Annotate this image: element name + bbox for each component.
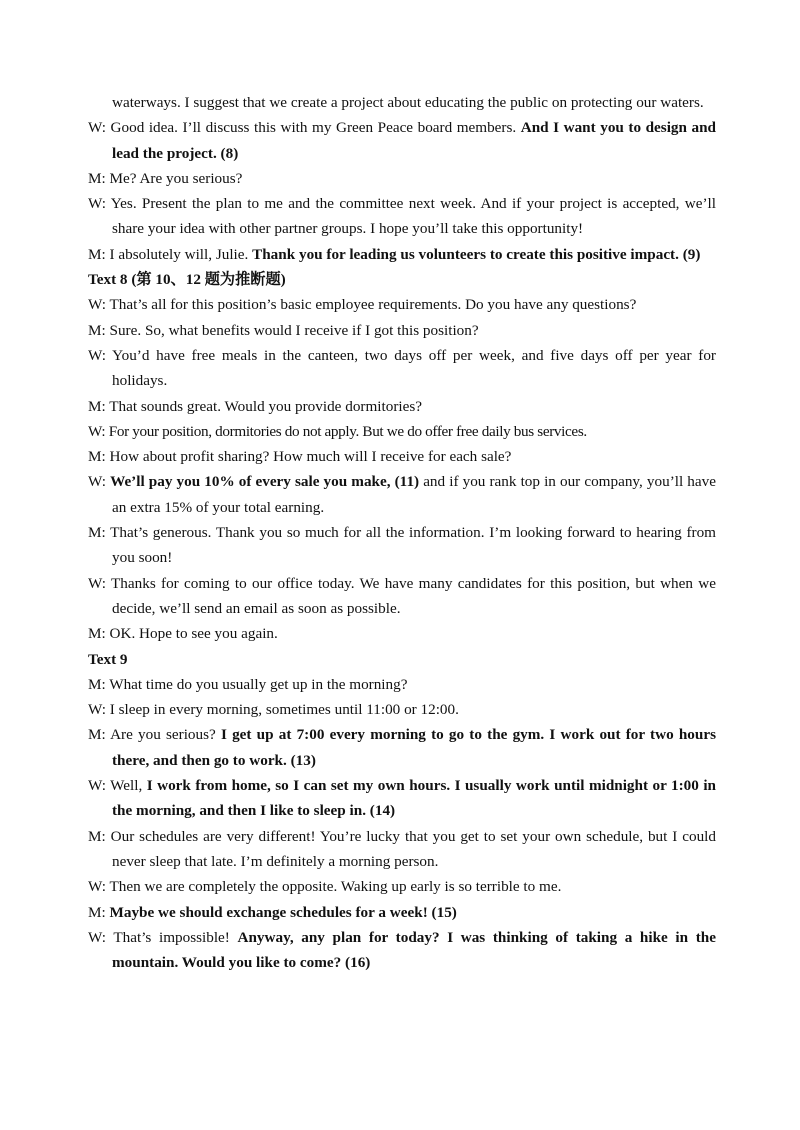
transcript-line (88, 419, 716, 444)
line-text: W: Yes. Present the plan to me and the committee next week. And if your project is accepted, we’ll share your idea with other partner groups. I hope you’ll take this opportunity! (88, 195, 716, 238)
line-text-bold: Thank you for leading us volunteers to create this positive impact. (9) (252, 245, 701, 263)
line-text: M: Our schedules are very different! You’re lucky that you get to set your own schedule, but I could never sleep that late. I’m definitely a morning person. (88, 827, 716, 870)
transcript-line (88, 697, 716, 722)
line-text: M: Me? Are you serious? (88, 169, 243, 187)
transcript-line (88, 672, 716, 697)
line-text: M: Sure. So, what benefits would I receive if I got this position? (88, 321, 479, 339)
line-text-bold: Maybe we should exchange schedules for a week! (15) (109, 903, 457, 921)
line-text-bold: Anyway, any plan for today? I was thinking of taking a hike in the mountain. Would you like to come? (16) (112, 928, 716, 972)
transcript-line (88, 722, 716, 773)
line-text-bold: And I want you to design and lead the project. (8) (112, 119, 716, 162)
heading-text: Text 8 (第 10、12 题为推断题) (88, 271, 286, 289)
line-text: M: (88, 903, 110, 921)
line-text: W: Good idea. I’ll discuss this with my Green Peace board members. (88, 119, 521, 137)
transcript-line (88, 469, 716, 520)
line-text: M: I absolutely will, Julie. (88, 245, 253, 263)
line-text: W: I sleep in every morning, sometimes until 11:00 or 12:00. (88, 701, 459, 719)
transcript-line (88, 90, 716, 115)
section-heading-text-9 (88, 647, 716, 672)
line-text-bold: I get up at 7:00 every morning to go to the gym. I work out for two hours there, and then go to work. (13) (112, 726, 716, 769)
line-text: M: How about profit sharing? How much will I receive for each sale? (88, 448, 512, 466)
line-text: M: Are you serious? (88, 726, 221, 744)
line-text: W: For your position, dormitories do not apply. But we do offer free daily bus services. (88, 422, 587, 440)
line-text: M: That sounds great. Would you provide dormitories? (88, 397, 422, 415)
transcript-line (88, 242, 716, 267)
transcript-line (88, 571, 716, 622)
transcript-line (88, 343, 716, 394)
transcript-line (88, 824, 716, 875)
transcript-line (88, 115, 716, 166)
transcript-line (88, 292, 716, 317)
transcript-line (88, 925, 716, 976)
transcript-line (88, 900, 716, 925)
transcript-body (88, 90, 716, 975)
line-text: W: Thanks for coming to our office today. We have many candidates for this position, but when we decide, we’ll send an email as soon as possible. (88, 574, 716, 617)
heading-text: Text 9 (88, 650, 128, 668)
line-text: and if you rank top in our company, you’ll have an extra 15% of your total earning. (112, 473, 716, 516)
line-text: W: Well, (88, 777, 147, 795)
transcript-line (88, 874, 716, 899)
line-text: W: (88, 473, 111, 491)
line-text: M: What time do you usually get up in the morning? (88, 675, 408, 693)
line-text: W: You’d have free meals in the canteen, two days off per week, and five days off per year for holidays. (88, 346, 716, 390)
section-heading-text-8 (88, 267, 716, 292)
line-text: M: That’s generous. Thank you so much for all the information. I’m looking forward to hearing from you soon! (88, 524, 716, 567)
line-text: waterways. I suggest that we create a project about educating the public on protecting our waters. (112, 94, 704, 111)
transcript-line (88, 394, 716, 419)
transcript-line (88, 191, 716, 242)
line-text: W: That’s impossible! (88, 928, 238, 946)
transcript-line (88, 444, 716, 469)
transcript-line (88, 520, 716, 571)
transcript-line (88, 318, 716, 343)
line-text-bold: I work from home, so I can set my own hours. I usually work until midnight or 1:00 in the morning, and then I like to sleep in. (14) (112, 777, 716, 820)
line-text: M: OK. Hope to see you again. (88, 625, 278, 643)
transcript-line (88, 621, 716, 646)
transcript-line (88, 166, 716, 191)
transcript-line (88, 773, 716, 824)
line-text-bold: We’ll pay you 10% of every sale you make, (11) (110, 473, 420, 491)
line-text: W: Then we are completely the opposite. Waking up early is so terrible to me. (88, 878, 562, 896)
line-text: W: That’s all for this position’s basic employee requirements. Do you have any questions? (88, 296, 637, 314)
